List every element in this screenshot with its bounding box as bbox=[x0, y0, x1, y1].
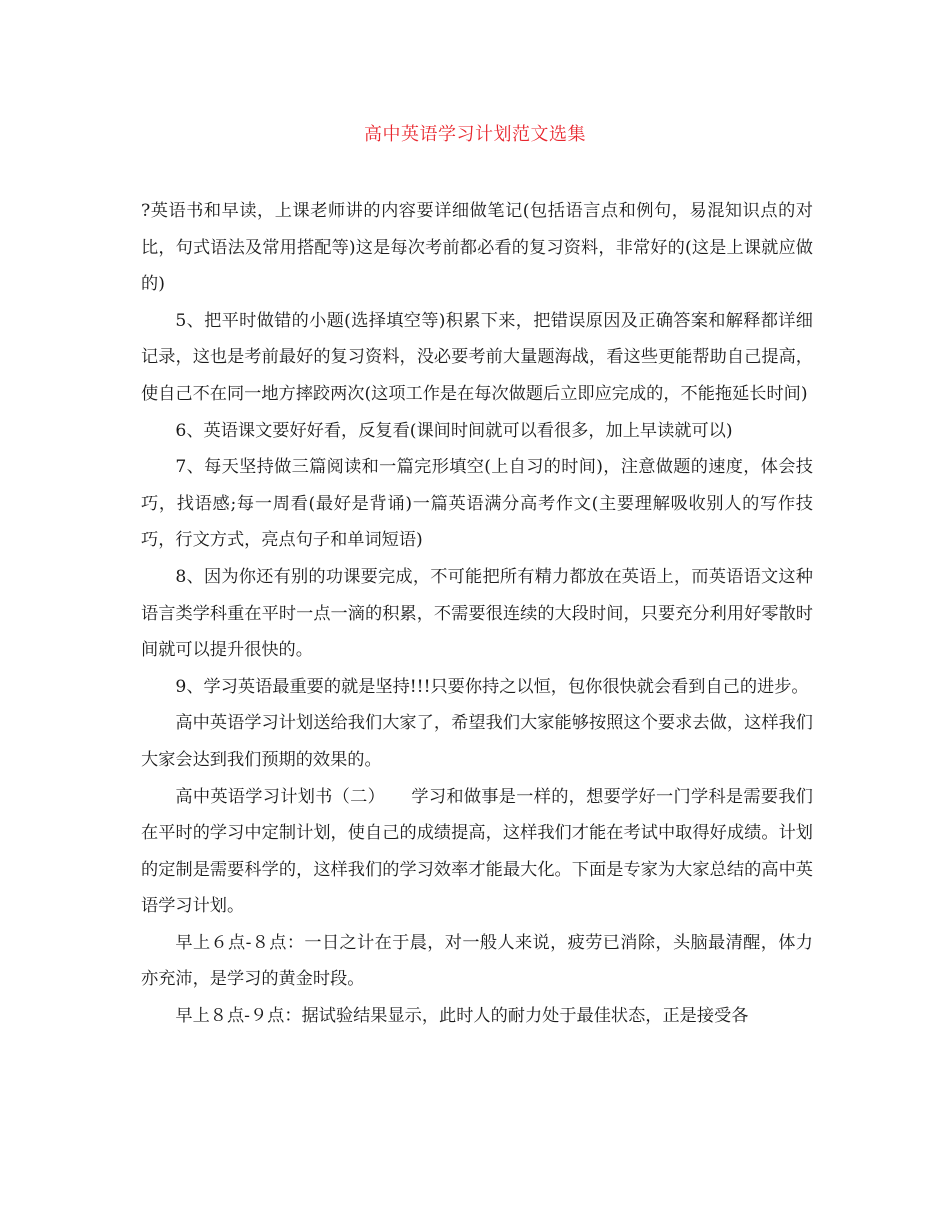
paragraph-8: 早上６点-８点：一日之计在于晨，对一般人来说，疲劳已消除，头脑最清醒，体力亦充沛，是学习的黄金时段。 bbox=[141, 932, 813, 990]
paragraph-1: 5、把平时做错的小题(选择填空等)积累下来，把错误原因及正确答案和解释都详细记录，这也是考前最好的复习资料，没必要考前大量题海战，看这些更能帮助自己提高，使自己不在同一地方摔跤两次(这项工作是在每次做题后立即应完成的，不能拖延长时间) bbox=[141, 310, 813, 404]
document-title: 高中英语学习计划范文选集 bbox=[364, 124, 586, 145]
paragraph-5: 9、学习英语最重要的就是坚持!!!只要你持之以恒，包你很快就会看到自己的进步。 bbox=[175, 676, 809, 697]
paragraph-7: 高中英语学习计划书（二） 学习和做事是一样的，想要学好一门学科是需要我们在平时的学习中定制计划，使自己的成绩提高，这样我们才能在考试中取得好成绩。计划的定制是需要科学的，这样我们的学习效率才能最大化。下面是专家为大家总结的高中英语学习计划。 bbox=[141, 786, 813, 917]
paragraph-4: 8、因为你还有别的功课要完成，不可能把所有精力都放在英语上，而英语语文这种语言类学科重在平时一点一滴的积累，不需要很连续的大段时间，只要充分利用好零散时间就可以提升很快的。 bbox=[141, 566, 813, 661]
paragraph-6: 高中英语学习计划送给我们大家了，希望我们大家能够按照这个要求去做，这样我们大家会达到我们预期的效果的。 bbox=[141, 713, 813, 770]
paragraph-2: 6、英语课文要好好看，反复看(课间时间就可以看很多，加上早读就可以) bbox=[175, 420, 733, 441]
paragraph-9: 早上８点-９点：据试验结果显示，此时人的耐力处于最佳状态，正是接受各 bbox=[175, 1006, 749, 1027]
document-body bbox=[141, 193, 813, 1035]
paragraph-0: ?英语书和早读，上课老师讲的内容要详细做笔记(包括语言点和例句，易混知识点的对比，句式语法及常用搭配等)这是每次考前都必看的复习资料，非常好的(这是上课就应做的) bbox=[141, 201, 813, 295]
paragraph-3: 7、每天坚持做三篇阅读和一篇完形填空(上自习的时间)，注意做题的速度，体会技巧，找语感;每一周看(最好是背诵)一篇英语满分高考作文(主要理解吸收别人的写作技巧，行文方式，亮点句子和单词短语) bbox=[141, 457, 813, 551]
